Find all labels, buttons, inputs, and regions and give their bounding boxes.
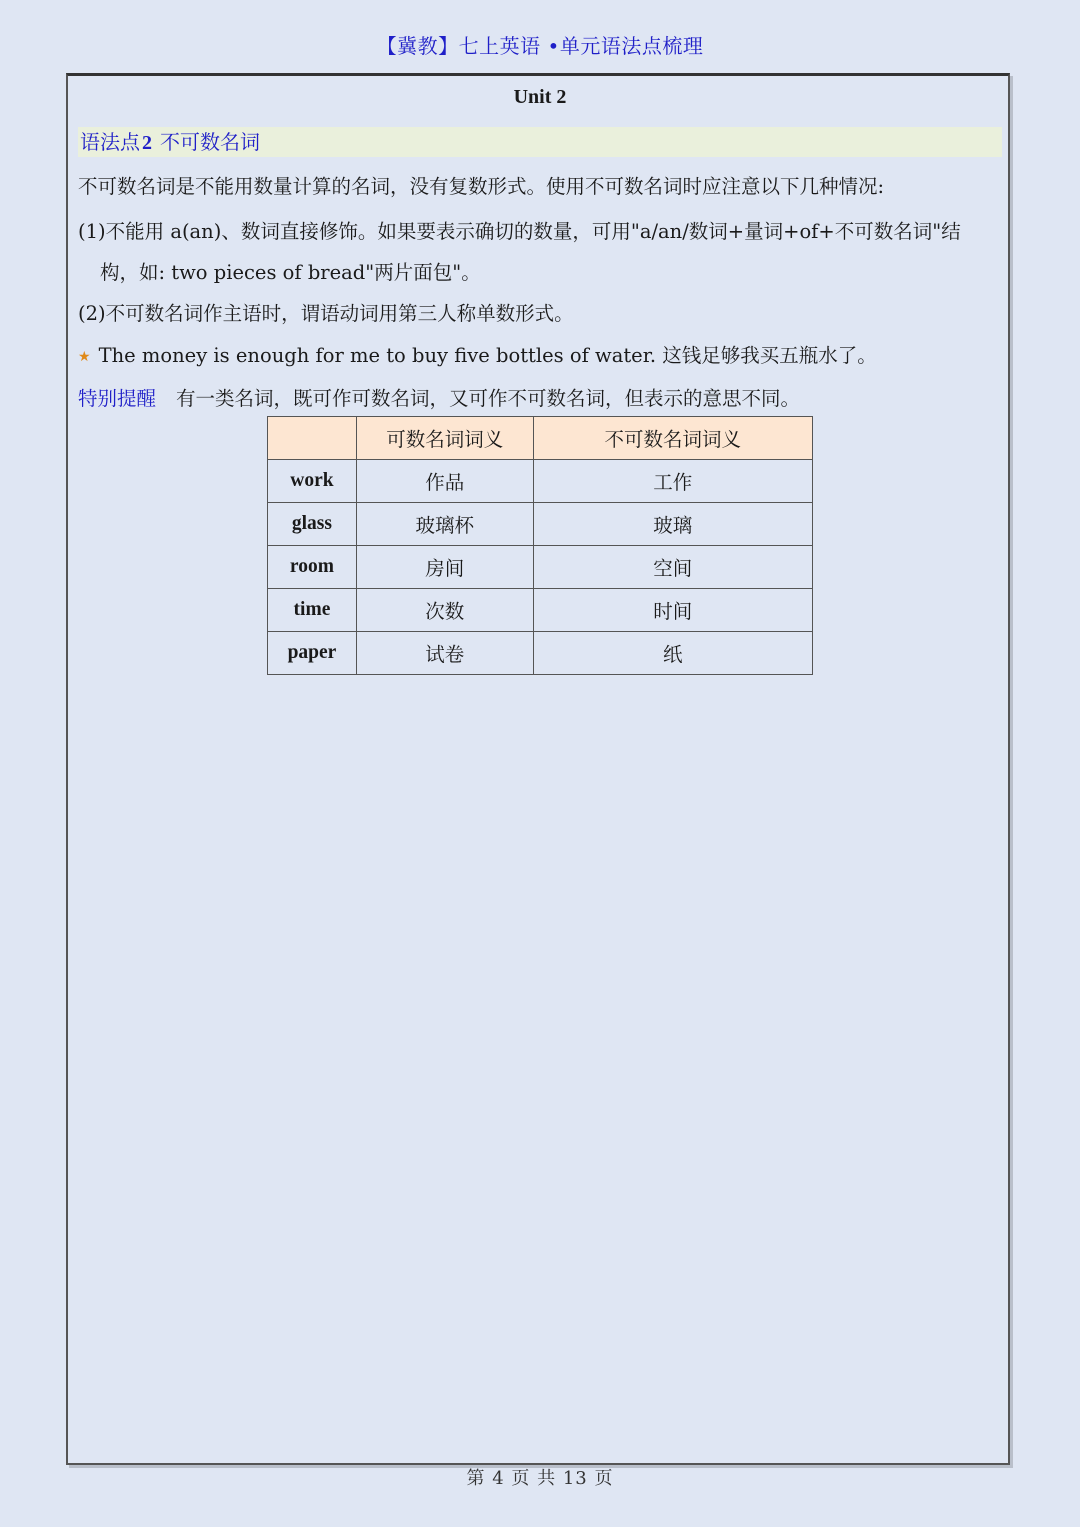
table-row bbox=[268, 503, 813, 546]
table-row bbox=[268, 546, 813, 589]
word-cell: work bbox=[268, 460, 357, 503]
word-cell: glass bbox=[268, 503, 357, 546]
countable-meaning-cell: 次数 bbox=[356, 589, 533, 632]
example-text: The money is enough for me to buy five bottles of water. 这钱足够我买五瓶水了。 bbox=[98, 344, 877, 367]
countable-meaning-cell: 房间 bbox=[356, 546, 533, 589]
remark-label: 特别提醒 bbox=[78, 387, 157, 410]
uncountable-meaning-cell: 时间 bbox=[533, 589, 812, 632]
remark-text: 有一类名词，既可作可数名词，又可作不可数名词，但表示的意思不同。 bbox=[176, 387, 801, 410]
word-cell: paper bbox=[268, 632, 357, 675]
point2-paragraph: (2)不可数名词作主语时，谓语动词用第三人称单数形式。 bbox=[78, 302, 574, 325]
countable-meaning-cell: 玻璃杯 bbox=[356, 503, 533, 546]
page-footer: 第 4 页 共 13 页 bbox=[466, 1468, 614, 1489]
table-header-row bbox=[268, 417, 813, 460]
table-header-cell: 可数名词词义 bbox=[356, 417, 533, 460]
point1-line2: 构，如: two pieces of bread"两片面包"。 bbox=[100, 261, 481, 284]
example-sentence bbox=[78, 340, 877, 368]
table-row bbox=[268, 460, 813, 503]
noun-meaning-table bbox=[267, 416, 813, 675]
intro-paragraph: 不可数名词是不能用数量计算的名词，没有复数形式。使用不可数名词时应注意以下几种情况: bbox=[78, 175, 885, 198]
table-header-cell bbox=[268, 417, 357, 460]
point1-line1: (1)不能用 a(an)、数词直接修饰。如果要表示确切的数量，可用"a/an/数词+量词+of+不可数名词"结 bbox=[78, 220, 961, 243]
page-header: 【冀教】七上英语 •单元语法点梳理 bbox=[376, 34, 704, 58]
table-row bbox=[268, 589, 813, 632]
section-number: 2 bbox=[142, 132, 152, 154]
uncountable-meaning-cell: 纸 bbox=[533, 632, 812, 675]
section-name: 不可数名词 bbox=[160, 130, 260, 154]
uncountable-meaning-cell: 工作 bbox=[533, 460, 812, 503]
uncountable-meaning-cell: 玻璃 bbox=[533, 503, 812, 546]
unit-title: Unit 2 bbox=[513, 86, 567, 108]
uncountable-meaning-cell: 空间 bbox=[533, 546, 812, 589]
word-cell: time bbox=[268, 589, 357, 632]
section-prefix: 语法点 bbox=[80, 130, 140, 154]
countable-meaning-cell: 作品 bbox=[356, 460, 533, 503]
section-heading bbox=[78, 127, 1002, 157]
star-icon: ★ bbox=[78, 349, 91, 365]
table-row bbox=[268, 632, 813, 675]
word-cell: room bbox=[268, 546, 357, 589]
table-header-cell: 不可数名词词义 bbox=[533, 417, 812, 460]
countable-meaning-cell: 试卷 bbox=[356, 632, 533, 675]
remark-paragraph bbox=[78, 383, 800, 411]
